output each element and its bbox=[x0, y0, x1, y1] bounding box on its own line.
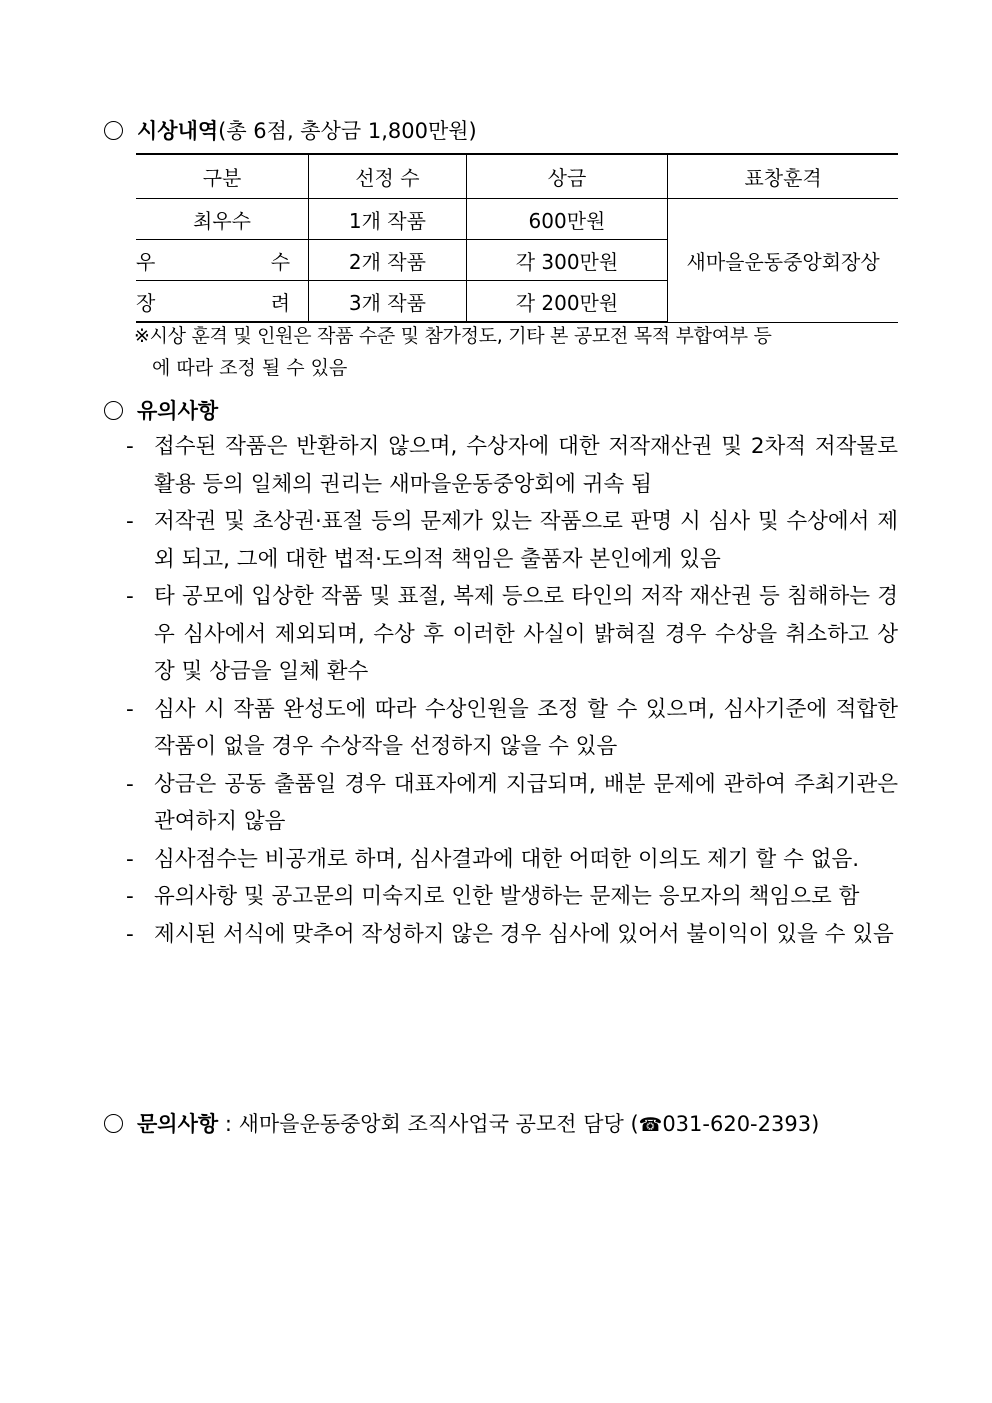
awards-heading-summary: (총 6점, 총상금 1,800만원) bbox=[218, 119, 477, 143]
notices-heading-title: 유의사항 bbox=[137, 399, 219, 423]
award-prize: 각 300만원 bbox=[466, 240, 667, 281]
list-item: - 심사점수는 비공개로 하며, 심사결과에 대한 어떠한 이의도 제기 할 수 없음. bbox=[126, 846, 860, 872]
column-header: 선정 수 bbox=[309, 154, 467, 199]
list-item: - 접수된 작품은 반환하지 않으며, 수상자에 대한 저작재산권 및 2차적 저작물로 활용 등의 일체의 권리는 새마을운동중앙회에 귀속 됨 bbox=[126, 434, 898, 497]
award-honor: 새마을운동중앙회장상 bbox=[668, 199, 898, 323]
contact-text: 새마을운동중앙회 조직사업국 공모전 담당 ( bbox=[238, 1112, 639, 1136]
award-count: 3개 작품 bbox=[309, 281, 467, 323]
circle-bullet-icon bbox=[104, 1114, 123, 1133]
awards-heading bbox=[104, 116, 477, 146]
awards-note bbox=[134, 320, 898, 384]
awards-note-line-1: ※시상 훈격 및 인원은 작품 수준 및 참가정도, 기타 본 공모전 목적 부합여부 등 bbox=[134, 325, 772, 347]
award-prize: 600만원 bbox=[466, 199, 667, 240]
award-category: 최우수 bbox=[136, 199, 309, 240]
awards-table-header-row bbox=[136, 154, 898, 199]
awards-table bbox=[136, 153, 898, 323]
awards-note-line-2: 에 따라 조정 될 수 있음 bbox=[152, 357, 348, 379]
contact-separator: : bbox=[218, 1112, 239, 1136]
awards-heading-title: 시상내역 bbox=[137, 119, 219, 143]
circle-bullet-icon bbox=[104, 401, 123, 420]
contact-phone: 031-620-2393) bbox=[662, 1112, 820, 1136]
circle-bullet-icon bbox=[104, 121, 123, 140]
list-item: - 저작권 및 초상권·표절 등의 문제가 있는 작품으로 판명 시 심사 및 수상에서 제외 되고, 그에 대한 법적·도의적 책임은 출품자 본인에게 있음 bbox=[126, 509, 898, 572]
award-category: 우 수 bbox=[136, 240, 309, 281]
table-row bbox=[136, 199, 898, 240]
list-item: - 유의사항 및 공고문의 미숙지로 인한 발생하는 문제는 응모자의 책임으로 함 bbox=[126, 884, 860, 909]
contact-line bbox=[104, 1109, 819, 1140]
list-item: - 심사 시 작품 완성도에 따라 수상인원을 조정 할 수 있으며, 심사기준에 적합한 작품이 없을 경우 수상작을 선정하지 않을 수 있음 bbox=[126, 696, 898, 759]
contact-heading: 문의사항 bbox=[137, 1112, 219, 1136]
list-item: - 타 공모에 입상한 작품 및 표절, 복제 등으로 타인의 저작 재산권 등 침해하는 경우 심사에서 제외되며, 수상 후 이러한 사실이 밝혀질 경우 수상을 취소하고 상장 및 상금을 일체 환수 bbox=[126, 584, 898, 684]
column-header: 상금 bbox=[466, 154, 667, 199]
award-prize: 각 200만원 bbox=[466, 281, 667, 323]
column-header: 구분 bbox=[136, 154, 309, 199]
award-category: 장 려 bbox=[136, 281, 309, 323]
notices-list bbox=[126, 428, 898, 953]
list-item: - 상금은 공동 출품일 경우 대표자에게 지급되며, 배분 문제에 관하여 주최기관은 관여하지 않음 bbox=[126, 771, 898, 834]
phone-icon: ☎ bbox=[638, 1114, 663, 1136]
notices-heading bbox=[104, 396, 218, 426]
award-count: 1개 작품 bbox=[309, 199, 467, 240]
list-item: - 제시된 서식에 맞추어 작성하지 않은 경우 심사에 있어서 불이익이 있을 수 있음 bbox=[126, 921, 894, 947]
award-count: 2개 작품 bbox=[309, 240, 467, 281]
column-header: 표창훈격 bbox=[668, 154, 898, 199]
